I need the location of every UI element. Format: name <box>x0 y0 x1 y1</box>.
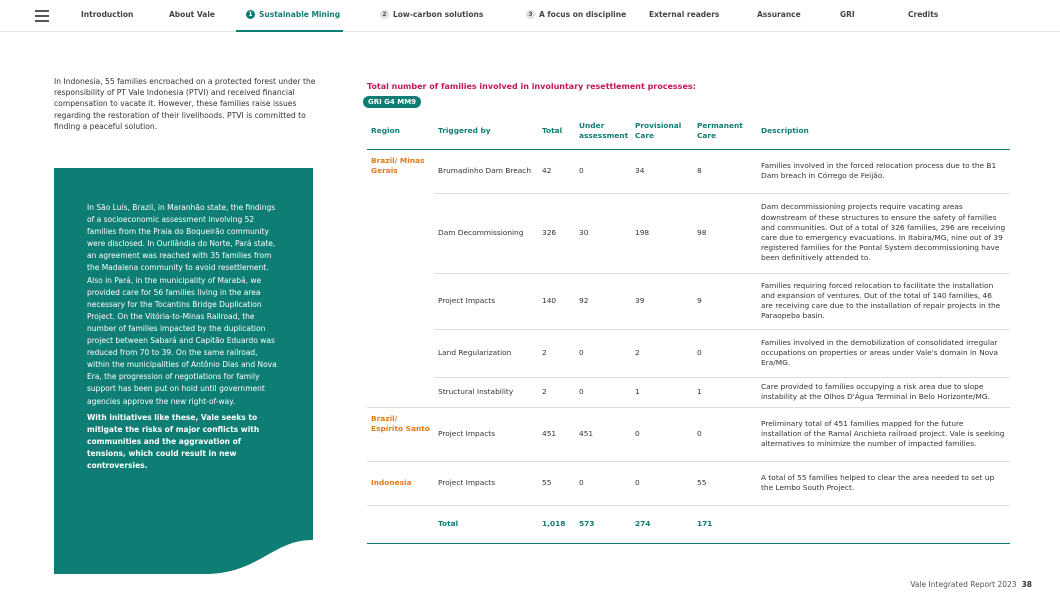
triggered-by-cell: Project Impacts <box>434 407 538 461</box>
nav-item-assurance[interactable] <box>757 10 801 19</box>
highlight-box-text <box>87 202 277 472</box>
triggered-by-cell: Land Regularization <box>434 329 538 377</box>
intro-paragraph: In Indonesia, 55 families encroached on a protected forest under the responsibility of PT Vale Indonesia (PTVI) and received financial compensation to vacate it. However, these families raise issues regarding the restoration of their livelihoods. PTVI is committed to finding a peaceful solution. <box>54 77 316 131</box>
total-cell: 326 <box>538 193 575 273</box>
permanent-care-cell: 55 <box>693 461 757 505</box>
nav-item-sustainable-mining[interactable] <box>246 10 340 19</box>
nav-item-label: GRI <box>840 10 855 19</box>
resettlement-table <box>367 114 1010 544</box>
region-cell: Brazil/ Minas Gerais <box>371 155 425 175</box>
nav-item-low-carbon-solutions[interactable] <box>380 10 483 19</box>
nav-item-label: Sustainable Mining <box>259 10 341 19</box>
highlight-box <box>54 168 313 574</box>
column-header-under-assessment: Under assessment <box>575 114 631 149</box>
region-cell: Indonesia <box>367 461 434 505</box>
chapter-number-badge: 1 <box>246 10 255 19</box>
under-assessment-cell: 0 <box>579 165 584 175</box>
table-row <box>367 461 1010 505</box>
total-cell: 140 <box>538 273 575 329</box>
triggered-by-cell: Structural Instability <box>434 377 538 407</box>
chapter-number-badge: 3 <box>526 10 535 19</box>
permanent-care-cell: 0 <box>693 407 757 461</box>
under-assessment-cell: 0 <box>575 329 631 377</box>
nav-item-label: Introduction <box>81 10 134 19</box>
table-row <box>367 407 1010 461</box>
total-label-cell: Total <box>434 505 538 543</box>
nav-item-gri[interactable] <box>840 10 855 19</box>
total-under-assessment-cell: 573 <box>575 505 631 543</box>
nav-item-about-vale[interactable] <box>169 10 215 19</box>
triggered-by-cell: Project Impacts <box>434 273 538 329</box>
table-row <box>367 273 1010 329</box>
active-tab-underline <box>236 30 343 32</box>
provisional-care-cell: 34 <box>635 165 645 175</box>
column-header-provisional-care: Provisional Care <box>631 114 693 149</box>
table-title: Total number of families involved in involuntary resettlement processes: <box>367 82 696 91</box>
nav-item-credits[interactable] <box>908 10 938 19</box>
highlight-paragraph: In São Luís, Brazil, in Maranhão state, the findings of a socioeconomic assessment involving 52 families from the Praia do Boqueirão community were disclosed. In Ourilândia do Norte, Pará state, an agreement was reached with 35 families from the Madalena community to avoid resettlement. Also in Pará, in the municipality of Marabá, we provided care for 56 families living in the area necessary for the Tocantins Bridge Duplication Project. On the Vitória-to-Minas Railroad, the number of families impacted by the duplication project between Sabará and Capitão Eduardo was reduced from 70 to 39. On the same railroad, within the municipalities of Antônio Dias and Nova Era, the progression of negotiations for family support has been put on hold until government agencies approve the new right-of-way. <box>87 203 277 406</box>
description-cell: Families involved in the demobilization of consolidated irregular occupations on properties or areas under Vale's domain in Nova Era/MG. <box>757 329 1010 377</box>
description-cell: Preliminary total of 451 families mapped for the future installation of the Ramal Anchieta railroad project. Vale is seeking alternatives to minimize the number of impacted families. <box>757 407 1010 461</box>
total-sum-cell: 1,018 <box>538 505 575 543</box>
provisional-care-cell: 0 <box>631 407 693 461</box>
region-cell: Brazil/ Espírito Santo <box>367 407 434 461</box>
description-cell: A total of 55 families helped to clear the area needed to set up the Lembo South Project. <box>757 461 1010 505</box>
total-cell: 55 <box>538 461 575 505</box>
table-row <box>367 193 1010 273</box>
triggered-by-cell: Brumadinho Dam Breach <box>438 165 532 175</box>
table-row <box>367 329 1010 377</box>
total-cell: 2 <box>538 329 575 377</box>
column-header-triggered-by: Triggered by <box>434 114 538 149</box>
menu-icon[interactable] <box>35 10 49 21</box>
total-cell: 2 <box>538 377 575 407</box>
provisional-care-cell: 0 <box>631 461 693 505</box>
permanent-care-cell: 0 <box>693 329 757 377</box>
column-header-permanent-care: Permanent Care <box>693 114 757 149</box>
nav-item-external-readers[interactable] <box>649 10 719 19</box>
table-row <box>367 149 1010 193</box>
nav-item-label: A focus on discipline <box>539 10 627 19</box>
under-assessment-cell: 0 <box>575 461 631 505</box>
column-header-description: Description <box>757 114 1010 149</box>
total-cell: 451 <box>538 407 575 461</box>
chapter-number-badge: 2 <box>380 10 389 19</box>
nav-item-label: External readers <box>649 10 720 19</box>
page-footer <box>910 580 1032 589</box>
triggered-by-cell: Dam Decommissioning <box>434 193 538 273</box>
total-region-cell <box>367 505 434 543</box>
column-header-total: Total <box>538 114 575 149</box>
permanent-care-cell: 8 <box>697 165 702 175</box>
provisional-care-cell: 39 <box>631 273 693 329</box>
description-cell: Dam decommissioning projects require vacating areas downstream of these structures to ensure the safety of families and communities. Out of a total of 326 families, 296 are receiving care due to emergency evacuations. In Itabira/MG, nine out of 39 registered families for the Pontal System decommissioning have been definitively attended to. <box>757 193 1010 273</box>
provisional-care-cell: 2 <box>631 329 693 377</box>
table-row <box>367 377 1010 407</box>
triggered-by-cell: Project Impacts <box>434 461 538 505</box>
permanent-care-cell: 9 <box>693 273 757 329</box>
nav-item-label: Assurance <box>757 10 801 19</box>
total-description-cell <box>757 505 1010 543</box>
table-header-row <box>367 114 1010 149</box>
total-permanent-care-cell: 171 <box>693 505 757 543</box>
nav-item-label: Low-carbon solutions <box>393 10 484 19</box>
provisional-care-cell: 1 <box>631 377 693 407</box>
under-assessment-cell: 0 <box>575 377 631 407</box>
column-header-region: Region <box>367 114 434 149</box>
under-assessment-cell: 92 <box>575 273 631 329</box>
under-assessment-cell: 451 <box>575 407 631 461</box>
highlight-bold-paragraph: With initiatives like these, Vale seeks to mitigate the risks of major conflicts with communities and the aggravation of tensions, which could result in new controversies. <box>87 412 260 470</box>
page-number: 38 <box>1021 580 1032 589</box>
total-provisional-care-cell: 274 <box>631 505 693 543</box>
provisional-care-cell: 198 <box>631 193 693 273</box>
description-cell: Families requiring forced relocation to facilitate the installation and expansion of ventures. Out of the total of 140 families, 46 are receiving care due to the installation of repair projects in the Paraopeba basin. <box>757 273 1010 329</box>
total-cell: 42 <box>542 165 552 175</box>
description-cell: Families involved in the forced relocation process due to the B1 Dam breach in Córrego de Feijão. <box>761 160 997 180</box>
nav-item-label: About Vale <box>169 10 215 19</box>
gri-badge[interactable]: GRI G4 MM9 <box>363 96 421 108</box>
under-assessment-cell: 30 <box>575 193 631 273</box>
nav-item-label: Credits <box>908 10 939 19</box>
permanent-care-cell: 98 <box>693 193 757 273</box>
description-cell: Care provided to families occupying a risk area due to slope instability at the Olhos D'Água Terminal in Belo Horizonte/MG. <box>757 377 1010 407</box>
nav-item-focus-on-discipline[interactable] <box>526 10 626 19</box>
report-name: Vale Integrated Report 2023 <box>910 580 1017 589</box>
table-total-row <box>367 505 1010 543</box>
top-navigation <box>0 0 1060 32</box>
permanent-care-cell: 1 <box>693 377 757 407</box>
nav-item-introduction[interactable] <box>81 10 133 19</box>
